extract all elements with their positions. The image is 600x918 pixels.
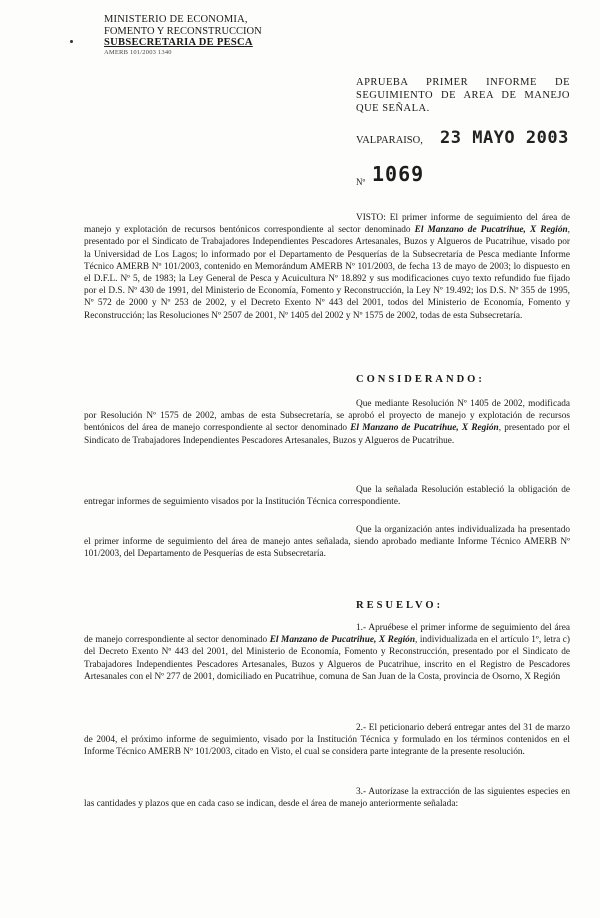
visto-text-1: VISTO: El primer informe de seguimiento del área de manejo y explotación de recursos bentónicos correspondiente al sector denominado [84,213,570,236]
header-line-1: MINISTERIO DE ECONOMIA, [104,14,248,25]
considerando-heading: CONSIDERANDO: [356,374,485,385]
resuelvo-heading: RESUELVO: [356,600,444,611]
resuelvo-1-paragraph [84,622,570,683]
considerando-3 [84,524,570,561]
resuelvo-1 [84,622,570,683]
header-line-3: SUBSECRETARIA DE PESCA [104,37,253,48]
considerando-2-paragraph: Que la señalada Resolución estableció la obligación de entregar informes de seguimiento visados por la Institución Técnica correspondiente. [84,485,570,508]
resuelvo-2 [84,722,570,759]
header-line-2: FOMENTO Y RECONSTRUCCION [104,25,262,37]
considerando-3-paragraph: Que la organización antes individualizada ha presentado el primer informe de seguimiento del área de manejo antes señalada, siendo aprobado mediante Informe Técnico AMERB Nº 101/2003, del Departamento de Pesquerías de esta Subsecretaría. [84,525,570,560]
resuelvo-3-paragraph: 3.- Autorízase la extracción de las siguientes especies en las cantidades y plazos que en cada caso se indican, desde el área de manejo anteriormente señalada: [84,787,570,810]
visto-sector: El Manzano de Pucatrihue, X Región [414,225,568,236]
header-reference: AMERB 101/2003 1340 [104,48,172,56]
resuelvo-3 [84,786,570,810]
speck [70,40,73,43]
visto-text-2: , presentado por el Sindicato de Trabajadores Independientes Pescadores Artesanales, Buzos y Algueros de Pucatrihue, visado por la Universidad de Los Lagos; lo informado por el Departamento de Pesquerías de la Subsecretaría de Pesca mediante Informe Técnico AMERB Nº 101/2003, contenido en Memorándum AMERB Nº 101/2003, de fecha 13 de mayo de 2003; lo dispuesto en el D.F.L. Nº 5, de 1983; la Ley General de Pesca y Acuicultura Nº 18.892 y sus modificaciones cuyo texto refundido fue fijado por el D.S. Nº 430 de 1991, del Ministerio de Economía, Fomento y Reconstrucción, la Ley Nº 19.492; los D.S. Nº 355 de 1995, Nº 572 de 2000 y Nº 253 de 2002, y el Decreto Exento Nº 443 del 2001, todos del Ministerio de Economía, Fomento y Reconstrucción; las Resoluciones Nº 2507 de 2001, Nº 1405 del 2002 y Nº 1575 de 2002, todas de esta Subsecretaría. [84,225,570,321]
resuelvo-1-text-a: 1.- Apruébese el primer informe de seguimiento del área de manejo correspondiente al sector denominado [84,623,570,646]
considerando-2 [84,484,570,508]
resuelvo-1-sector: El Manzano de Pucatrihue, X Región [269,635,415,646]
considerando-1-text-b: , presentado por el Sindicato de Trabajadores Independientes Pescadores Artesanales, Buzos y Algueros de Pucatrihue. [84,423,570,446]
resolution-number: 1069 [372,162,425,186]
considerando-1-sector: El Manzano de Pucatrihue, X Región [350,423,499,434]
number-label: Nº [356,177,366,187]
considerando-1 [84,398,570,447]
visto-section [84,212,570,322]
considerando-1-paragraph [84,398,570,447]
resuelvo-2-paragraph: 2.- El peticionario deberá entregar antes del 31 de marzo de 2004, el próximo informe de seguimiento, visado por la Institución Técnica y formulado en los términos contenidos en el Informe Técnico AMERB Nº 101/2003, citado en Visto, el cual se considera parte integrante de la presente resolución. [84,723,570,758]
date-stamp: 23 MAYO 2003 [440,128,569,148]
ministry-header [104,14,294,56]
considerando-1-text-a: Que mediante Resolución Nº 1405 de 2002, modificada por Resolución Nº 1575 de 2002, ambas de esta Subsecretaría, se aprobó el proyecto de manejo y explotación de recursos bentónicos del área de manejo correspondiente al sector denominado [84,399,570,434]
place: VALPARAISO, [356,135,423,146]
visto-paragraph [84,212,570,322]
resuelvo-1-text-b: , individualizada en el artículo 1º, letra c) del Decreto Exento Nº 443 del 2001, del Ministerio de Economía, Fomento y Reconstrucción, presentado por el Sindicato de Trabajadores Independientes Pescadores Artesanales, Buzos y Algueros de Pucatrihue, inscrito en el Registro de Pescadores Artesanales con el Nº 277 de 2001, domiciliado en Pucatrihue, comuna de San Juan de la Costa, provincia de Osorno, X Región [84,635,570,682]
resolution-subject: APRUEBA PRIMER INFORME DE SEGUIMIENTO DE AREA DE MANEJO QUE SEÑALA. [356,77,570,114]
